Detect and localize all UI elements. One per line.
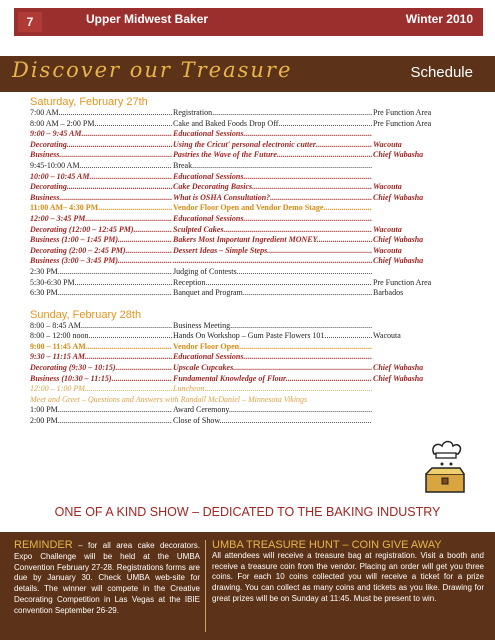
banner-title: Discover our Treasure: [12, 58, 293, 82]
schedule-time: Business: [30, 192, 60, 202]
schedule-time: 8:00 – 8:45 AM: [30, 320, 81, 330]
day2-heading: Sunday, February 28th: [30, 308, 142, 321]
meet-greet-line: Meet and Greet – Questions and Answers with Randall McDaniel – Minnesota Vikings: [30, 394, 308, 404]
schedule-event: Upscale Cupcakes: [173, 363, 234, 373]
schedule-event: Dessert Ideas – Simple Steps: [173, 245, 268, 255]
schedule-time: Decorating: [30, 182, 67, 192]
schedule-time: 8:00 AM – 2:00 PM: [30, 118, 95, 128]
schedule-time: Decorating (9:30 – 10:15): [30, 363, 116, 373]
schedule-location: Chief Wabasha: [373, 235, 424, 245]
schedule-time: 2:00 PM: [30, 416, 58, 426]
schedule-row: [30, 214, 475, 225]
schedule-row: [30, 278, 475, 289]
schedule-row: [30, 129, 475, 140]
schedule-row: [30, 119, 475, 130]
schedule-event: Vendor Floor Open: [173, 341, 240, 351]
schedule-row: [30, 203, 475, 214]
schedule-location: Barbados: [373, 288, 404, 298]
schedule-time: 1:00 PM: [30, 405, 58, 415]
schedule-location: Wacouta: [373, 224, 402, 234]
schedule-location: [372, 342, 475, 353]
schedule-row: [30, 225, 475, 236]
schedule-location: [372, 267, 475, 278]
schedule-time: 8:00 – 12:00 noon: [30, 331, 89, 341]
chef-treasure-chest-icon: [420, 440, 470, 495]
schedule-event: Fundamental Knowledge of Flour: [173, 373, 286, 383]
schedule-time: 12:00 – 3:45 PM: [30, 213, 86, 223]
schedule-event: Hands On Workshop – Gum Paste Flowers 101: [173, 331, 325, 341]
schedule-time: Business (3:00 – 3:45 PM): [30, 256, 119, 266]
schedule-event: Award Ceremony: [173, 405, 229, 415]
schedule-time: 12:00 – 1:00 PM: [30, 384, 85, 394]
schedule-event: Educational Sessions: [173, 171, 244, 181]
schedule-event: Luncheon: [173, 384, 205, 394]
schedule-event: Sculpted Cakes: [173, 224, 224, 234]
schedule-row: [30, 193, 475, 204]
schedule-time: 9:00 – 9:45 AM: [30, 129, 82, 139]
schedule-row: [30, 150, 475, 161]
schedule-location: Wacouta: [373, 139, 402, 149]
schedule-row: [30, 267, 475, 278]
schedule-time: 11:00 AM– 4:30 PM: [30, 203, 99, 213]
schedule-time: 7:00 AM: [30, 108, 59, 117]
schedule-row: [30, 256, 475, 267]
schedule-event: Cake and Baked Foods Drop Off: [173, 118, 279, 128]
schedule-row: [30, 342, 475, 353]
footer-divider: [205, 540, 206, 632]
schedule-event: What is OSHA Consultation?: [173, 192, 271, 202]
day2-schedule: [30, 321, 475, 395]
schedule-location: [372, 405, 475, 416]
schedule-time: 9:30 – 11:15 AM: [30, 352, 86, 362]
schedule-row: [30, 288, 475, 299]
schedule-event: Reception: [173, 277, 206, 287]
schedule-location: [372, 214, 475, 225]
schedule-event: Pastries the Wave of the Future: [173, 150, 277, 160]
footer: [0, 532, 495, 640]
schedule-row: [30, 416, 475, 427]
reminder-heading: REMINDER: [14, 539, 73, 551]
schedule-location: [372, 384, 475, 395]
top-bar: [0, 0, 495, 40]
schedule-time: Business (10:30 – 11:15): [30, 373, 112, 383]
section-title: Schedule: [410, 64, 473, 81]
treasure-hunt-heading: UMBA TREASURE HUNT – COIN GIVE AWAY: [212, 539, 442, 551]
schedule-event: Cake Decorating Basics: [173, 182, 253, 192]
schedule-row: [30, 374, 475, 385]
schedule-location: [372, 416, 475, 427]
schedule-row: [30, 182, 475, 193]
day1-schedule: [30, 108, 475, 299]
issue-season: Winter 2010: [405, 12, 473, 26]
tagline: ONE OF A KIND SHOW – DEDICATED TO THE BAKING INDUSTRY: [54, 505, 441, 519]
schedule-row: [30, 321, 475, 332]
schedule-location: [372, 352, 475, 363]
page-number: 7: [18, 12, 42, 32]
treasure-hunt-body: All attendees will receive a treasure bag at registration. Visit a booth and receive a treasure coin from the vendor. Placing an order will get you three coins. For each 10 coins collected you will receive a ticket for a prize drawing. You can collect as many coins and tickets as you like. Drawing for great prizes will be on Sunday at 11:45. Must be present to win.: [212, 550, 484, 603]
schedule-time: 10:00 – 10:45 AM: [30, 171, 90, 181]
schedule-location: [372, 161, 475, 172]
schedule-row: [30, 108, 475, 119]
schedule-time: Decorating: [30, 139, 67, 149]
schedule-row: [30, 172, 475, 183]
schedule-row: [30, 331, 475, 342]
schedule-time: Business (1:00 – 1:45 PM): [30, 235, 119, 245]
treasure-hunt-column: [212, 540, 484, 605]
schedule-time: Decorating (2:00 – 2:45 PM): [30, 245, 126, 255]
schedule-event: Registration: [173, 108, 213, 117]
reminder-column: [14, 540, 200, 617]
schedule-event: Judging of Contests: [173, 266, 237, 276]
schedule-location: Wacouta: [373, 182, 402, 192]
schedule-row: [30, 140, 475, 151]
publication-title: Upper Midwest Baker: [86, 12, 209, 26]
schedule-row: [30, 405, 475, 416]
schedule-event: Break: [173, 160, 193, 170]
schedule-time: 2:30 PM: [30, 266, 58, 276]
schedule-time: 9:00 – 11:45 AM: [30, 341, 86, 351]
schedule-row: [30, 235, 475, 246]
schedule-event: Using the Cricut' personal electronic cutter: [173, 139, 316, 149]
schedule-location: Pre Function Area: [373, 108, 432, 117]
schedule-row: [30, 161, 475, 172]
schedule-event: Educational Sessions: [173, 352, 244, 362]
day1-heading: Saturday, February 27th: [30, 96, 148, 108]
schedule-row: [30, 363, 475, 374]
schedule-location: Pre Function Area: [373, 118, 432, 128]
schedule-time: 5:30-6:30 PM: [30, 277, 75, 287]
schedule-time: Business: [30, 150, 60, 160]
schedule-event: Educational Sessions: [173, 213, 244, 223]
schedule-location: Wacouta: [373, 331, 401, 341]
schedule-location: [372, 129, 475, 140]
schedule-time: 9:45-10:00 AM: [30, 160, 80, 170]
schedule-location: Wacouta: [373, 245, 402, 255]
schedule-location: Chief Wabasha: [373, 150, 424, 160]
schedule-event: Banquet and Program: [173, 288, 243, 298]
schedule-time: 6:30 PM: [30, 288, 58, 298]
schedule-event: Bakers Most Important Ingredient MONEY: [173, 235, 317, 245]
schedule-location: [372, 203, 475, 214]
schedule-location: [372, 321, 475, 332]
schedule-location: Chief Wabasha: [373, 363, 424, 373]
schedule-location: Chief Wabasha: [373, 373, 424, 383]
schedule-location: Pre Function Area: [373, 277, 432, 287]
schedule-location: Chief Wabasha: [373, 256, 424, 266]
day2-schedule-after: [30, 405, 475, 426]
schedule-row: [30, 384, 475, 395]
schedule-row: [30, 352, 475, 363]
schedule-time: Decorating (12:00 – 12:45 PM): [30, 224, 134, 234]
schedule-event: Educational Sessions: [173, 129, 244, 139]
schedule-event: Business Meeting: [173, 320, 231, 330]
schedule-event: Vendor Floor Open and Vendor Demo Stage: [173, 203, 324, 213]
schedule-event: Close of Show: [173, 416, 220, 426]
reminder-body: – for all area cake decorators. Expo Challenge will be held at the UMBA Convention February 27-28. Registrations forms are due by January 30. Check UMBA web-site for details. The winner will compete in the Creative Decorating Competition in Las Vegas at the IBIE convention September 26-29.: [14, 541, 200, 615]
schedule-row: [30, 246, 475, 257]
schedule-location: Chief Wabasha: [373, 192, 424, 202]
section-header: [0, 56, 495, 92]
schedule-content: [30, 94, 475, 427]
schedule-location: [372, 172, 475, 183]
